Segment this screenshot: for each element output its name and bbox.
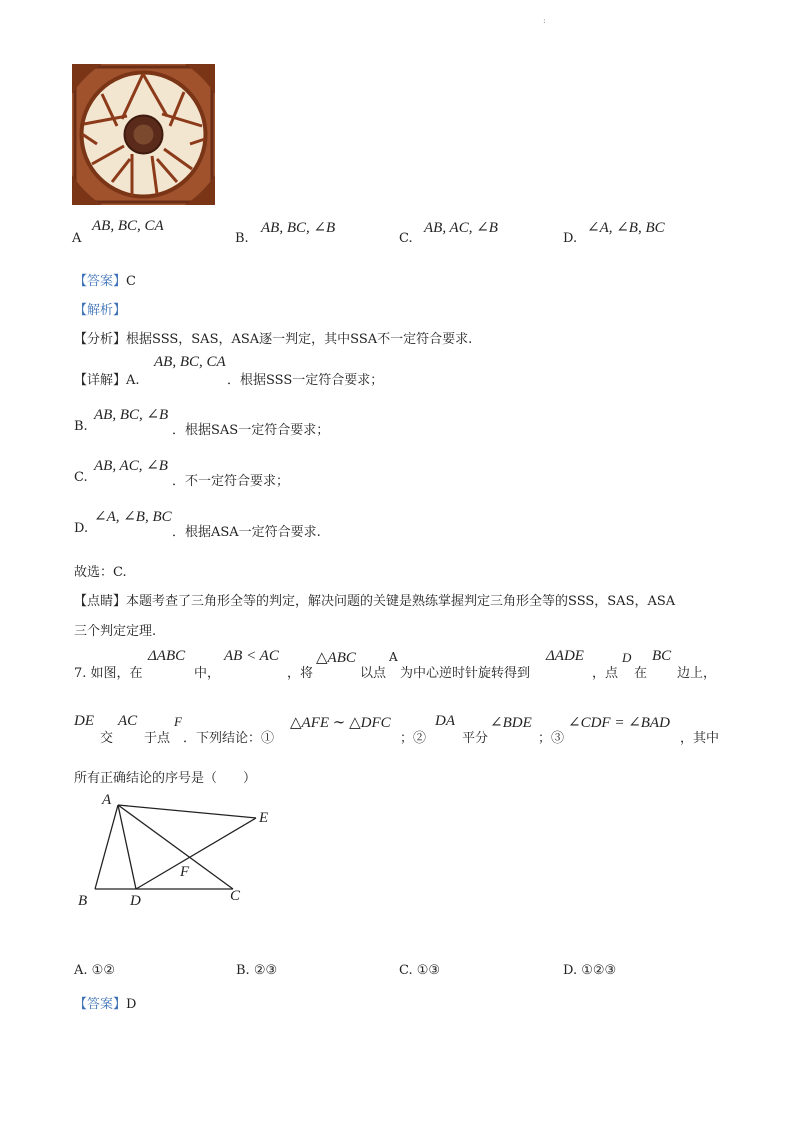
segment-ac xyxy=(118,805,233,889)
q7-option-c xyxy=(399,963,440,978)
q6-option-a-letter: A xyxy=(72,231,82,246)
q7-zai: 在 xyxy=(634,666,648,681)
q7-bianshang: 边上， xyxy=(677,666,717,681)
label-e: E xyxy=(259,810,269,826)
q7-number: 7. 如图，在 xyxy=(74,666,143,681)
q6-option-d-letter: D. xyxy=(563,231,578,246)
q6-option-d-math: ∠A, ∠B, BC xyxy=(587,220,665,236)
segment-ae xyxy=(118,805,256,818)
label-b: B xyxy=(78,893,88,909)
q7-conclusion-2b: ∠BDE xyxy=(490,715,532,731)
q7-conclusions: ．下列结论：① xyxy=(183,731,275,746)
q7-seg-bc: BC xyxy=(652,648,672,664)
comment-line-2: 三个判定定理. xyxy=(74,624,157,639)
comment-tag: 【点睛】 xyxy=(74,594,127,609)
page-mark: : xyxy=(543,16,546,25)
q7-line-3: 所有正确结论的序号是（ ） xyxy=(74,771,257,786)
window-lattice-image xyxy=(72,64,215,205)
answer-tag: 【答案】 xyxy=(74,997,127,1012)
q6-option-b-letter: B. xyxy=(235,231,249,246)
label-d: D xyxy=(130,893,141,909)
detail-a-math: AB, BC, CA xyxy=(154,354,226,370)
q7-conclusion-3: ∠CDF = ∠BAD xyxy=(568,715,670,731)
comment-line-1 xyxy=(74,590,675,609)
q7-yidian: 以点 xyxy=(360,666,387,681)
segment-de xyxy=(136,818,256,889)
detail-b-prefix: B. xyxy=(74,419,88,434)
q7-point-f: F xyxy=(174,714,182,729)
q7-sep-3: ；③ xyxy=(538,731,565,746)
q7-sep-2: ；② xyxy=(400,731,427,746)
q7-qizhong: ，其中 xyxy=(680,731,720,746)
option-label: C. xyxy=(399,963,413,978)
option-value: ②③ xyxy=(253,963,278,978)
q7-ab-lt-ac: AB < AC xyxy=(224,648,279,664)
q7-tri-abc-2: △ABC xyxy=(316,650,356,666)
q7-jiao: 交 xyxy=(100,731,114,746)
choice-line: 故选：C. xyxy=(74,565,127,580)
q7-point-a: A xyxy=(389,650,398,664)
detail-a-prefix: A. xyxy=(126,373,140,388)
q7-jiang: ，将 xyxy=(287,666,314,681)
option-value: ①②③ xyxy=(581,963,617,978)
detail-d-math: ∠A, ∠B, BC xyxy=(94,509,172,525)
fenxi-tag: 【分析】 xyxy=(74,332,127,347)
option-value: ①② xyxy=(91,963,115,978)
detail-tag: 【详解】 xyxy=(74,373,127,388)
option-label: B. xyxy=(236,963,250,978)
q7-seg-de: DE xyxy=(74,713,94,729)
triangle-diagram xyxy=(70,788,290,913)
segment-ab xyxy=(95,805,118,889)
q6-option-c-letter: C. xyxy=(399,231,413,246)
fenxi-text: 根据SSS，SAS，ASA逐一判定，其中SSA不一定符合要求. xyxy=(126,332,473,347)
label-c: C xyxy=(230,888,241,904)
q6-analysis-heading xyxy=(74,299,126,318)
detail-c-prefix: C. xyxy=(74,470,88,485)
q7-pingfen: 平分 xyxy=(462,731,489,746)
q7-seg-ac: AC xyxy=(118,713,138,729)
q7-point-d: D xyxy=(622,650,632,665)
q7-option-b xyxy=(236,963,277,978)
detail-d-text: ．根据ASA一定符合要求. xyxy=(172,525,321,540)
comment-text-1: 本题考查了三角形全等的判定，解决问题的关键是熟练掌握判定三角形全等的SSS，SAS，ASA xyxy=(126,594,676,609)
detail-c-text: ．不一定符合要求； xyxy=(172,474,290,489)
label-a: A xyxy=(102,792,112,808)
detail-c-math: AB, AC, ∠B xyxy=(94,458,168,474)
q6-answer-line xyxy=(74,270,136,289)
q7-geometry-figure xyxy=(70,788,290,913)
q7-tri-ade: ΔADE xyxy=(546,648,584,664)
q7-conclusion-2a: DA xyxy=(435,713,455,729)
q7-option-d xyxy=(563,963,616,978)
q7-zhong: 中， xyxy=(194,666,221,681)
q7-rotate: 为中心逆时针旋转得到 xyxy=(400,666,531,681)
detail-b-math: AB, BC, ∠B xyxy=(94,407,169,423)
q7-answer-line xyxy=(74,993,136,1012)
q6-option-a-math: AB, BC, CA xyxy=(92,218,164,234)
segment-ad xyxy=(118,805,136,889)
q6-option-b-math: AB, BC, ∠B xyxy=(261,220,336,236)
q7-option-a xyxy=(74,963,115,978)
answer-value: D xyxy=(126,997,137,1012)
detail-line-a xyxy=(74,369,140,388)
detail-d-prefix: D. xyxy=(74,521,89,536)
detail-b-text: ．根据SAS一定符合要求； xyxy=(172,423,330,438)
q6-option-c-math: AB, AC, ∠B xyxy=(424,220,498,236)
label-f: F xyxy=(180,864,190,880)
detail-a-text: ．根据SSS一定符合要求； xyxy=(227,373,384,388)
analysis-tag: 【解析】 xyxy=(74,303,127,318)
answer-value: C xyxy=(126,274,136,289)
q6-fenxi-line xyxy=(74,328,472,347)
q7-tri-abc: ΔABC xyxy=(148,648,186,664)
q7-dian: ，点 xyxy=(592,666,619,681)
answer-tag: 【答案】 xyxy=(74,274,127,289)
option-label: D. xyxy=(563,963,578,978)
q7-yudian: 于点 xyxy=(144,731,171,746)
q7-conclusion-1: △AFE ∼ △DFC xyxy=(290,715,391,731)
option-value: ①③ xyxy=(416,963,441,978)
lattice-illustration xyxy=(72,64,215,205)
option-label: A. xyxy=(74,963,88,978)
